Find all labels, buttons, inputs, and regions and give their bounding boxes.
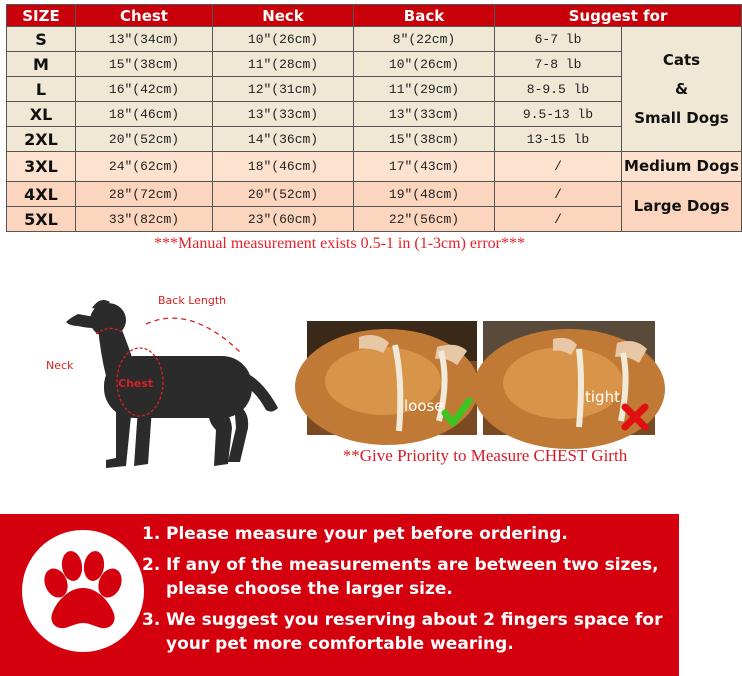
instruction-text: We suggest you reserving about 2 fingers space for your pet more comfortable wearing. <box>166 610 663 654</box>
weight-cell: 9.5-13 lb <box>495 102 622 127</box>
neck-cell: 11″(28cm) <box>213 52 354 77</box>
chest-cell: 20″(52cm) <box>76 127 213 152</box>
size-cell: 3XL <box>7 152 76 182</box>
suggest-large-dogs: Large Dogs <box>622 182 742 232</box>
header-size: SIZE <box>7 5 76 27</box>
neck-label: Neck <box>46 359 74 372</box>
dog-measurement-diagram <box>40 278 300 478</box>
instruction-number: 1. <box>142 524 161 544</box>
instruction-list <box>142 522 672 663</box>
back-cell: 8″(22cm) <box>354 27 495 52</box>
chest-cell: 13″(34cm) <box>76 27 213 52</box>
size-chart-table <box>6 4 742 232</box>
weight-cell: / <box>495 182 622 207</box>
chest-cell: 16″(42cm) <box>76 77 213 102</box>
loose-label: loose <box>404 397 444 415</box>
chest-priority-note: **Give Priority to Measure CHEST Girth <box>342 446 628 465</box>
suggest-small-dogs-label: Small Dogs <box>634 108 729 127</box>
chest-label: Chest <box>118 377 154 390</box>
table-row <box>7 27 742 52</box>
back-cell: 19″(48cm) <box>354 182 495 207</box>
size-cell: M <box>7 52 76 77</box>
loose-photo-art <box>307 321 477 435</box>
dog-silhouette <box>66 300 278 468</box>
neck-cell: 10″(26cm) <box>213 27 354 52</box>
chest-cell: 28″(72cm) <box>76 182 213 207</box>
back-cell: 17″(43cm) <box>354 152 495 182</box>
size-cell: 5XL <box>7 207 76 232</box>
instruction-text: Please measure your pet before ordering. <box>166 524 568 544</box>
neck-cell: 13″(33cm) <box>213 102 354 127</box>
tight-label: tight <box>585 388 620 406</box>
neck-cell: 14″(36cm) <box>213 127 354 152</box>
instruction-item <box>142 608 672 656</box>
header-suggest-for: Suggest for <box>495 5 742 27</box>
table-row <box>7 152 742 182</box>
back-cell: 13″(33cm) <box>354 102 495 127</box>
instruction-number: 3. <box>142 610 161 630</box>
size-cell: XL <box>7 102 76 127</box>
weight-cell: 7-8 lb <box>495 52 622 77</box>
suggest-and-label: & <box>674 79 689 98</box>
back-length-label: Back Length <box>158 294 227 307</box>
table-header-row <box>7 5 742 27</box>
instruction-text: If any of the measurements are between two sizes, please choose the larger size. <box>166 555 659 599</box>
loose-fit-photo <box>307 321 477 435</box>
header-chest: Chest <box>76 5 213 27</box>
neck-cell: 20″(52cm) <box>213 182 354 207</box>
suggest-cats-small-dogs <box>622 27 742 152</box>
weight-cell: 8-9.5 lb <box>495 77 622 102</box>
header-back: Back <box>354 5 495 27</box>
paw-icon <box>22 530 144 652</box>
tight-fit-photo <box>483 321 655 435</box>
instruction-number: 2. <box>142 555 161 575</box>
instruction-item <box>142 522 672 546</box>
back-cell: 15″(38cm) <box>354 127 495 152</box>
back-cell: 10″(26cm) <box>354 52 495 77</box>
size-cell: S <box>7 27 76 52</box>
weight-cell: 6-7 lb <box>495 27 622 52</box>
size-cell: 2XL <box>7 127 76 152</box>
chest-cell: 24″(62cm) <box>76 152 213 182</box>
paw-badge <box>22 530 144 652</box>
chest-cell: 18″(46cm) <box>76 102 213 127</box>
header-neck: Neck <box>213 5 354 27</box>
size-cell: L <box>7 77 76 102</box>
chest-cell: 33″(82cm) <box>76 207 213 232</box>
back-cell: 11″(29cm) <box>354 77 495 102</box>
table-row <box>7 182 742 207</box>
instructions-banner <box>0 514 679 676</box>
neck-cell: 12″(31cm) <box>213 77 354 102</box>
back-length-measure-line <box>146 318 240 352</box>
chest-cell: 15″(38cm) <box>76 52 213 77</box>
neck-cell: 23″(60cm) <box>213 207 354 232</box>
suggest-medium-dogs: Medium Dogs <box>622 152 742 182</box>
suggest-cats-label: Cats <box>662 50 701 69</box>
back-cell: 22″(56cm) <box>354 207 495 232</box>
instruction-item <box>142 553 672 601</box>
weight-cell: 13-15 lb <box>495 127 622 152</box>
weight-cell: / <box>495 207 622 232</box>
measurement-error-note: ***Manual measurement exists 0.5-1 in (1-3cm) error*** <box>153 235 525 252</box>
neck-cell: 18″(46cm) <box>213 152 354 182</box>
weight-cell: / <box>495 152 622 182</box>
size-cell: 4XL <box>7 182 76 207</box>
tight-photo-art <box>483 321 655 435</box>
